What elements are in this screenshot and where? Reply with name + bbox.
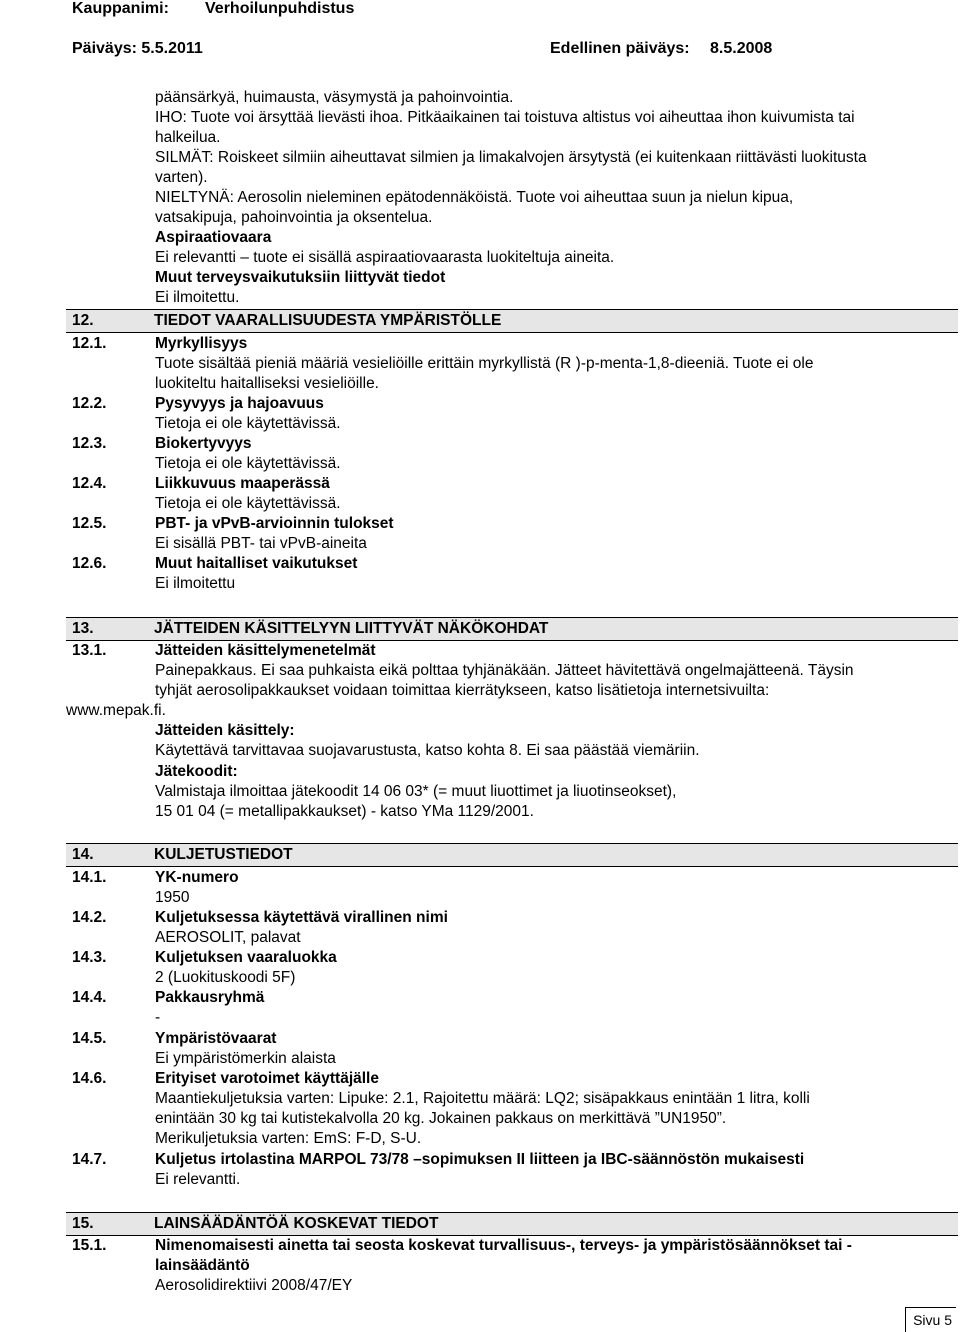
intro-line: SILMÄT: Roiskeet silmiin aiheuttavat silmien ja limakalvojen ärsytystä (ei kuitenkaan riittävästi luokitusta [155, 149, 867, 166]
trade-name-label: Kauppanimi: [72, 0, 169, 17]
subsection-title: Pakkausryhmä [155, 989, 265, 1006]
subsection-text: Merikuljetuksia varten: EmS: F-D, S-U. [155, 1130, 422, 1147]
subsection-title: Liikkuvuus maaperässä [155, 475, 330, 492]
subsection-title: Pysyvyys ja hajoavuus [155, 395, 324, 412]
subsection-text: 1950 [155, 889, 190, 906]
page-number-box [905, 1307, 956, 1332]
subsection-number: 14.6. [72, 1070, 107, 1087]
subsection-number: 12.2. [72, 395, 107, 412]
previous-date-value: 8.5.2008 [710, 40, 773, 57]
other-health-title: Muut terveysvaikutuksiin liittyvät tiedot [155, 269, 446, 286]
subsection-text: Tietoja ei ole käytettävissä. [155, 455, 341, 472]
waste-handling-title: Jätteiden käsittely: [155, 722, 295, 739]
subsection-title: Ympäristövaarat [155, 1030, 277, 1047]
subsection-number: 12.3. [72, 435, 107, 452]
subsection-title: Kuljetus irtolastina MARPOL 73/78 –sopimuksen II liitteen ja IBC-säännöstön mukaisesti [155, 1151, 805, 1168]
subsection-title: Myrkyllisyys [155, 335, 248, 352]
subsection-title: Jätteiden käsittelymenetelmät [155, 642, 376, 659]
aspiration-text: Ei relevantti – tuote ei sisällä aspiraatiovaarasta luokiteltuja aineita. [155, 249, 615, 266]
waste-codes-title: Jätekoodit: [155, 763, 238, 780]
section-12-header [66, 309, 958, 333]
subsection-number: 12.5. [72, 515, 107, 532]
section-title: LAINSÄÄDÄNTÖÄ KOSKEVAT TIEDOT [154, 1215, 439, 1232]
subsection-number: 12.6. [72, 555, 107, 572]
subsection-number: 14.7. [72, 1151, 107, 1168]
subsection-title: YK-numero [155, 869, 239, 886]
date-label: Päiväys: 5.5.2011 [72, 40, 203, 57]
subsection-text: Tietoja ei ole käytettävissä. [155, 415, 341, 432]
section-number: 12. [72, 312, 94, 329]
section-number: 14. [72, 846, 94, 863]
section-title: KULJETUSTIEDOT [154, 846, 293, 863]
subsection-text: Ei ympäristömerkin alaista [155, 1050, 336, 1067]
intro-line: varten). [155, 169, 208, 186]
subsection-text: Ei ilmoitettu [155, 575, 236, 592]
subsection-number: 14.2. [72, 909, 107, 926]
intro-line: NIELTYNÄ: Aerosolin nieleminen epätodennäköistä. Tuote voi aiheuttaa suun ja nielun kipua, [155, 189, 794, 206]
section-14-header [66, 843, 958, 867]
subsection-text: - [155, 1009, 161, 1026]
section-15-header [66, 1212, 958, 1236]
subsection-text: Tuote sisältää pieniä määriä vesieliöille erittäin myrkyllistä (R )-p-menta-1,8-dieeniä. Tuote ei ole [155, 355, 814, 372]
aspiration-title: Aspiraatiovaara [155, 229, 272, 246]
waste-handling-text: Käytettävä tarvittavaa suojavarustusta, katso kohta 8. Ei saa päästää viemäriin. [155, 742, 700, 759]
intro-line: vatsakipuja, pahoinvointia ja oksentelua. [155, 209, 433, 226]
subsection-title: PBT- ja vPvB-arvioinnin tulokset [155, 515, 394, 532]
subsection-text: Painepakkaus. Ei saa puhkaista eikä polttaa tyhjänäkään. Jätteet hävitettävä ongelmajätteenä. Täysin [155, 662, 854, 679]
subsection-number: 12.1. [72, 335, 107, 352]
subsection-text: 2 (Luokituskoodi 5F) [155, 969, 296, 986]
section-number: 15. [72, 1215, 94, 1232]
trade-name-value: Verhoilunpuhdistus [205, 0, 355, 17]
subsection-text: Maantiekuljetuksia varten: Lipuke: 2.1, Rajoitettu määrä: LQ2; sisäpakkaus enintään 1 litra, kolli [155, 1090, 810, 1107]
subsection-text: tyhjät aerosolipakkaukset voidaan toimittaa kierrätykseen, katso lisätietoja internetsivuilta: [155, 682, 770, 699]
subsection-number: 15.1. [72, 1237, 107, 1254]
subsection-number: 14.4. [72, 989, 107, 1006]
subsection-title: Nimenomaisesti ainetta tai seosta koskevat turvallisuus-, terveys- ja ympäristösäännökset tai - [155, 1237, 852, 1254]
section-13-header [66, 617, 958, 641]
subsection-title: Kuljetuksen vaaraluokka [155, 949, 337, 966]
subsection-number: 14.3. [72, 949, 107, 966]
intro-line: IHO: Tuote voi ärsyttää lievästi ihoa. Pitkäaikainen tai toistuva altistus voi aiheuttaa ihon kuivumista tai [155, 109, 855, 126]
waste-codes-text: Valmistaja ilmoittaa jätekoodit 14 06 03* (= muut liuottimet ja liuotinseokset), [155, 783, 677, 800]
subsection-text: AEROSOLIT, palavat [155, 929, 301, 946]
subsection-number: 12.4. [72, 475, 107, 492]
waste-codes-text: 15 01 04 (= metallipakkaukset) - katso YMa 1129/2001. [155, 803, 534, 820]
subsection-title: Biokertyvyys [155, 435, 252, 452]
previous-date-label: Edellinen päiväys: [550, 40, 690, 57]
section-title: JÄTTEIDEN KÄSITTELYYN LIITTYVÄT NÄKÖKOHDAT [154, 620, 549, 637]
subsection-text: Tietoja ei ole käytettävissä. [155, 495, 341, 512]
subsection-title: lainsäädäntö [155, 1257, 250, 1274]
subsection-text: Ei relevantti. [155, 1171, 241, 1188]
section-number: 13. [72, 620, 94, 637]
other-health-text: Ei ilmoitettu. [155, 289, 240, 306]
page-number: Sivu 5 [913, 1312, 952, 1328]
subsection-title: Kuljetuksessa käytettävä virallinen nimi [155, 909, 448, 926]
subsection-number: 14.1. [72, 869, 107, 886]
subsection-text: enintään 30 kg tai kutistekalvolla 20 kg. Jokainen pakkaus on merkittävä ”UN1950”. [155, 1110, 727, 1127]
section-title: TIEDOT VAARALLISUUDESTA YMPÄRISTÖLLE [154, 312, 502, 329]
subsection-text: luokiteltu haitalliseksi vesieliöille. [155, 375, 379, 392]
subsection-title: Muut haitalliset vaikutukset [155, 555, 358, 572]
intro-line: halkeilua. [155, 129, 221, 146]
subsection-number: 14.5. [72, 1030, 107, 1047]
subsection-text: www.mepak.fi. [66, 702, 166, 719]
subsection-title: Erityiset varotoimet käyttäjälle [155, 1070, 379, 1087]
subsection-number: 13.1. [72, 642, 107, 659]
subsection-text: Ei sisällä PBT- tai vPvB-aineita [155, 535, 367, 552]
intro-line: päänsärkyä, huimausta, väsymystä ja pahoinvointia. [155, 89, 514, 106]
subsection-text: Aerosolidirektiivi 2008/47/EY [155, 1277, 353, 1294]
